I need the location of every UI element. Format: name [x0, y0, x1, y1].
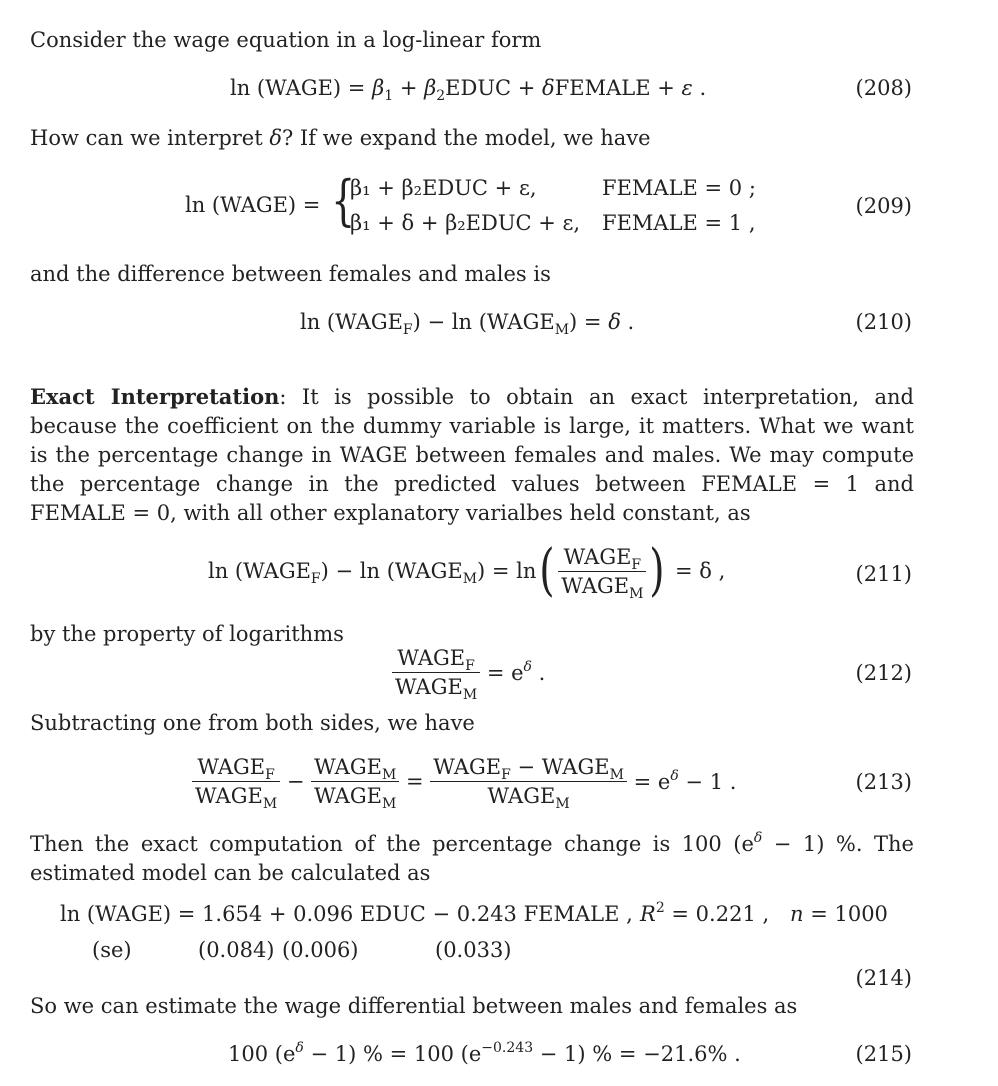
paragraph-logarithms: by the property of logarithms	[30, 622, 344, 646]
denominator	[430, 782, 627, 812]
equation-number-214: (214)	[855, 966, 912, 990]
period: .	[531, 660, 546, 685]
text: − 1) % = 100 (e	[303, 1042, 482, 1066]
text: ln (WAGE	[208, 559, 311, 583]
subscript: F	[402, 322, 413, 338]
beta-symbol: β	[372, 76, 385, 100]
text: : It is possible to obtain an exact interpretation, and because the coefficient on the dummy variable is large, it matters. What we want is the percentage change in WAGE between females and males. We may compute the percentage change in the predicted values between FEMALE = 1 and FEMALE = 0, with all other explanatory varialbes held constant, as	[30, 385, 914, 525]
text: ) = ln	[477, 559, 537, 583]
equation-number-215: (215)	[855, 1042, 912, 1066]
text: WAGE	[314, 755, 382, 779]
eq213-rhs	[633, 767, 737, 794]
text: ) =	[569, 310, 609, 334]
superscript: −0.243	[481, 1040, 534, 1056]
delta-symbol: δ	[608, 310, 621, 334]
eq208-term: FEMALE +	[554, 76, 682, 100]
text: WAGE	[314, 784, 382, 808]
subscript: M	[609, 767, 624, 783]
equation-211	[208, 538, 726, 603]
subscript: F	[465, 658, 475, 674]
subscript: M	[555, 796, 570, 812]
text: How can we interpret	[30, 126, 270, 150]
numerator	[311, 754, 399, 782]
eq209-case1: β₁ + β₂EDUC + ε,	[350, 176, 537, 200]
plus: +	[393, 76, 425, 100]
text: ? If we expand the model, we have	[282, 126, 651, 150]
text: n	[790, 902, 804, 926]
text: ) − ln (WAGE	[320, 559, 463, 583]
subscript: M	[381, 796, 397, 812]
period: .	[692, 76, 707, 100]
eq214-model: ln (WAGE) = 1.654 + 0.096 EDUC − 0.243 FEMALE ,	[60, 902, 633, 926]
paragraph-exact-computation	[30, 830, 914, 888]
text: ) − ln (WAGE	[412, 310, 555, 334]
right-paren-icon: )	[649, 538, 666, 603]
superscript: δ	[295, 1040, 304, 1056]
left-paren-icon: (	[539, 538, 556, 603]
paragraph-interpret	[30, 126, 651, 150]
fraction	[430, 754, 627, 812]
fraction	[311, 754, 399, 812]
text: WAGE	[487, 784, 556, 808]
paragraph-difference: and the difference between females and males is	[30, 262, 551, 286]
eq211-lhs	[208, 559, 537, 587]
denominator	[311, 782, 399, 812]
text: WAGE	[195, 784, 263, 808]
subscript: M	[381, 767, 397, 783]
heading-bold: Exact Interpretation	[30, 384, 280, 409]
eq212-rhs	[486, 658, 546, 685]
equation-208	[230, 76, 707, 104]
eq214-se-intercept: (0.084)	[198, 938, 275, 962]
fraction	[558, 544, 646, 602]
equation-number-211: (211)	[855, 562, 912, 586]
delta-symbol: δ	[269, 126, 282, 150]
eq209-lhs: ln (WAGE) =	[185, 193, 321, 217]
text: − 1) % = −21.6% .	[533, 1042, 741, 1066]
numerator	[558, 544, 646, 572]
subscript: F	[310, 571, 321, 587]
text: − WAGE	[510, 755, 610, 779]
equation-number-208: (208)	[855, 76, 912, 100]
eq214-r-squared	[640, 902, 769, 926]
eq214-se-educ: (0.006)	[282, 938, 359, 962]
text: = 1000	[803, 902, 888, 926]
beta-symbol: β	[424, 76, 437, 100]
superscript: δ	[523, 658, 532, 675]
eq208-lhs: ln (WAGE) =	[230, 76, 366, 100]
eq208-term: EDUC +	[445, 76, 543, 100]
equation-212	[392, 645, 546, 703]
minus: −	[286, 769, 305, 794]
subscript: M	[462, 687, 478, 703]
superscript: δ	[753, 830, 763, 846]
text: = e	[633, 769, 671, 794]
subscript: M	[262, 796, 278, 812]
subscript: F	[265, 767, 275, 783]
text: Then the exact computation of the percentage change is 100 (e	[30, 832, 754, 856]
text: ln (WAGE	[300, 310, 403, 334]
equals: =	[405, 769, 424, 794]
text: WAGE	[563, 544, 632, 569]
subscript: M	[554, 322, 570, 338]
text: = 0.221 ,	[664, 902, 770, 926]
eq214-se-label: (se)	[92, 938, 132, 962]
text: WAGE	[397, 646, 466, 670]
denominator	[192, 782, 280, 812]
eq209-case2: β₁ + δ + β₂EDUC + ε,	[350, 211, 581, 235]
text: R	[640, 902, 656, 926]
paragraph-subtracting: Subtracting one from both sides, we have	[30, 711, 475, 735]
fraction	[192, 754, 280, 812]
eq209-cond2: FEMALE = 1 ,	[602, 211, 756, 235]
text: 100 (e	[228, 1042, 296, 1066]
text: WAGE	[395, 675, 463, 699]
equation-number-210: (210)	[855, 310, 912, 334]
numerator	[192, 754, 280, 782]
text: = e	[486, 660, 524, 685]
subscript: F	[501, 767, 511, 783]
subscript: M	[629, 585, 644, 602]
paragraph-estimate: So we can estimate the wage differential between males and females as	[30, 994, 798, 1018]
text: = δ ,	[675, 559, 726, 583]
epsilon-symbol: ε	[681, 76, 693, 100]
delta-symbol: δ	[542, 76, 555, 100]
left-brace-icon: {	[331, 169, 356, 232]
equation-213	[192, 754, 737, 812]
subscript: M	[462, 571, 478, 587]
text: WAGE	[561, 573, 630, 598]
paragraph-intro: Consider the wage equation in a log-linear form	[30, 28, 542, 52]
eq214-se-female: (0.033)	[435, 938, 512, 962]
text: WAGE	[197, 755, 266, 779]
subscript: 2	[436, 88, 446, 104]
superscript: 2	[655, 900, 665, 916]
denominator	[392, 673, 480, 703]
equation-number-213: (213)	[855, 770, 912, 794]
subscript: 1	[384, 88, 394, 104]
paragraph-exact-interpretation	[30, 382, 914, 528]
fraction	[392, 645, 480, 703]
denominator	[558, 572, 646, 602]
equation-number-209: (209)	[855, 194, 912, 218]
text: − 1 .	[678, 769, 737, 794]
superscript: δ	[670, 767, 679, 784]
subscript: F	[631, 556, 642, 573]
equation-210	[300, 310, 635, 338]
period: .	[620, 310, 635, 334]
text: WAGE	[433, 755, 502, 779]
equation-number-212: (212)	[855, 661, 912, 685]
numerator	[430, 754, 627, 782]
text: − 1) %. The estimated model can be calculated as	[30, 832, 914, 885]
eq209-cond1: FEMALE = 0 ;	[602, 176, 756, 200]
numerator	[392, 645, 480, 673]
eq214-sample-size	[790, 902, 888, 926]
equation-215	[228, 1042, 741, 1066]
